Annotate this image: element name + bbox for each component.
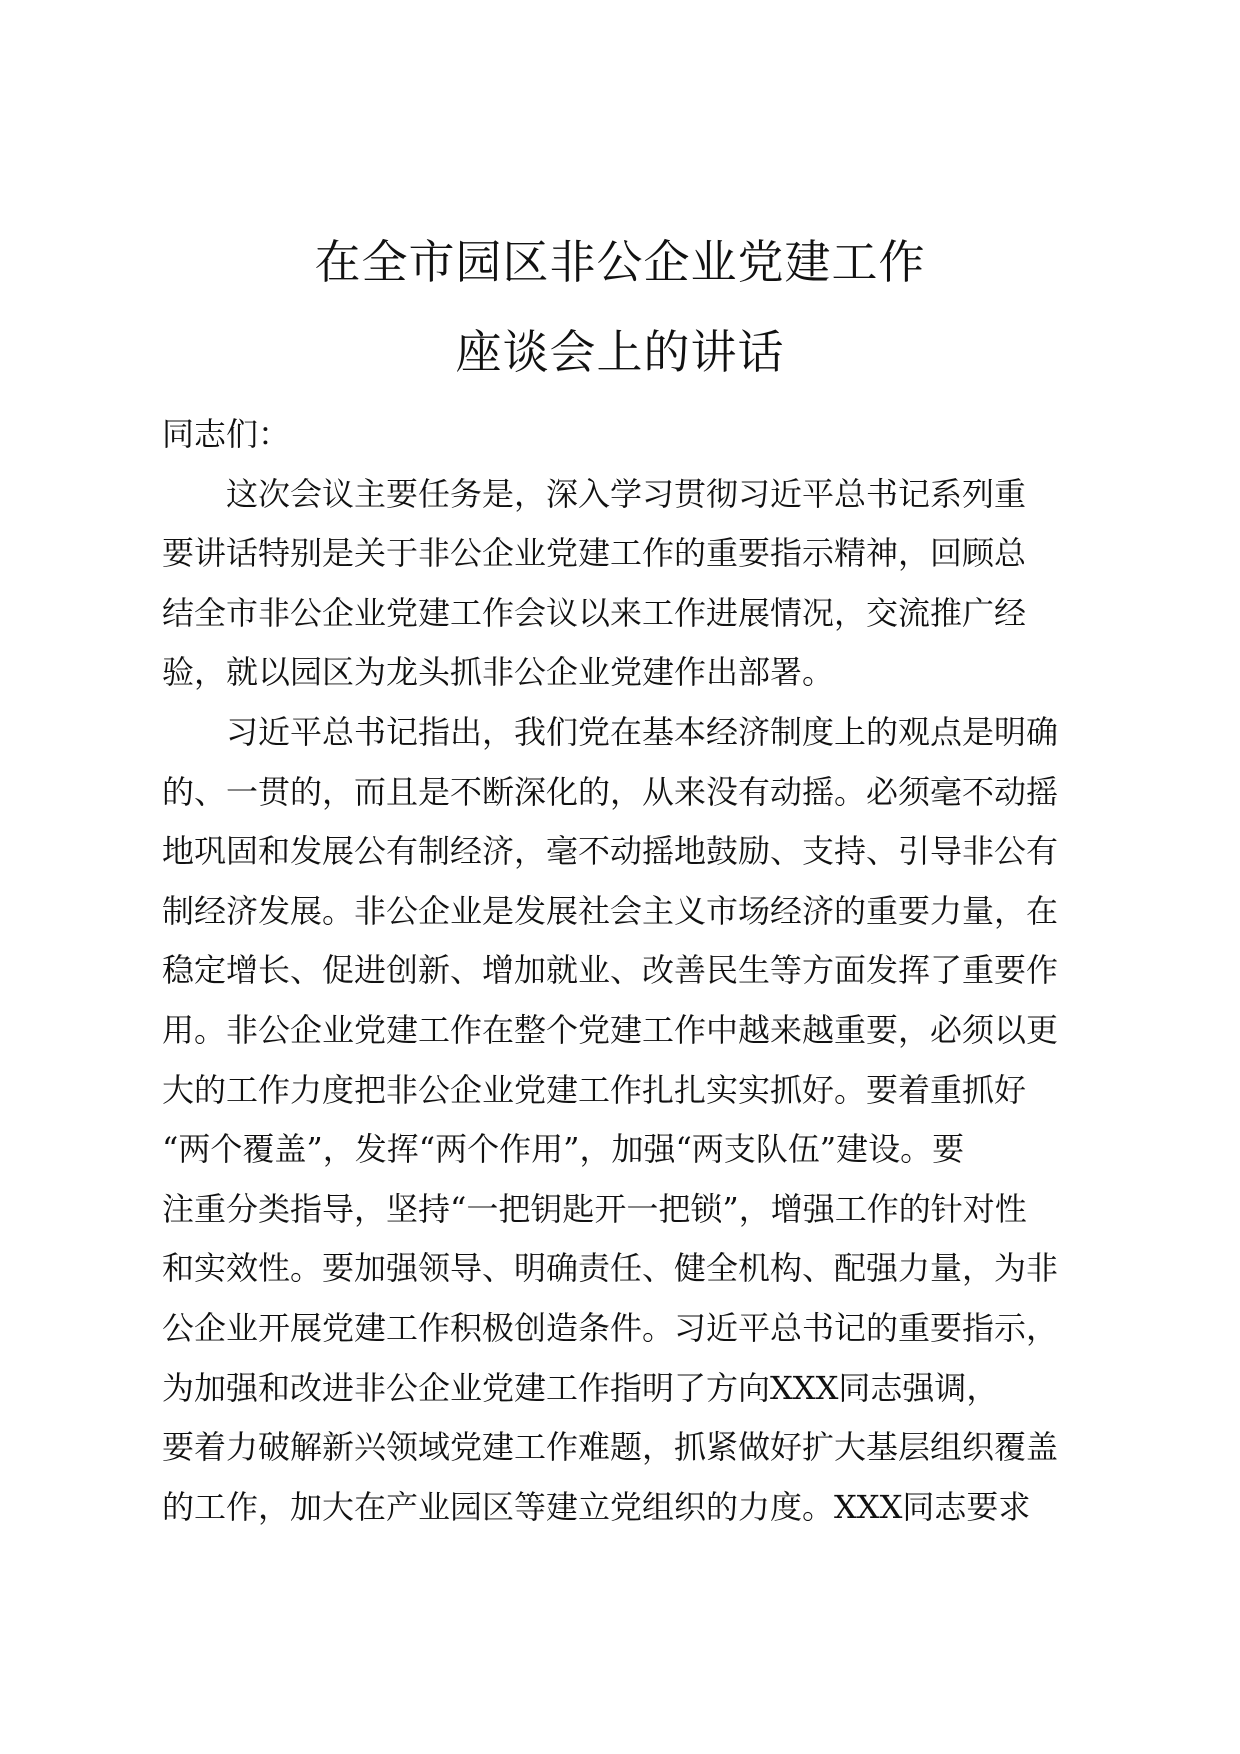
document-body — [162, 405, 1162, 1537]
body-line: 的工作，加大在产业园区等建立党组织的力度。XXX同志要求 — [162, 1487, 1031, 1526]
salutation: 同志们： — [162, 415, 291, 453]
body-line: 为加强和改进非公企业党建工作指明了方向XXX同志强调， — [162, 1368, 999, 1407]
body-line: 要讲话特别是关于非公企业党建工作的重要指示精神，回顾总 — [162, 534, 1027, 573]
body-line: 公企业开展党建工作积极创造条件。习近平总书记的重要指示， — [162, 1308, 1059, 1347]
body-line: 大的工作力度把非公企业党建工作扎扎实实抓好。要着重抓好 — [162, 1070, 1027, 1109]
body-line: 习近平总书记指出，我们党在基本经济制度上的观点是明确 — [162, 712, 1059, 751]
body-line: 注重分类指导，坚持“一把钥匙开一把锁”，增强工作的针对性 — [162, 1189, 1027, 1228]
body-line: 制经济发展。非公企业是发展社会主义市场经济的重要力量，在 — [162, 891, 1059, 930]
body-line: 地巩固和发展公有制经济，毫不动摇地鼓励、支持、引导非公有 — [162, 832, 1059, 871]
body-line: 这次会议主要任务是，深入学习贯彻习近平总书记系列重 — [162, 474, 1027, 513]
body-line: 的、一贯的，而且是不断深化的，从来没有动摇。必须毫不动摇 — [162, 772, 1059, 811]
body-line: 结全市非公企业党建工作会议以来工作进展情况，交流推广经 — [162, 593, 1027, 632]
document-title-line-1: 在全市园区非公企业党建工作 — [314, 235, 926, 289]
body-line: 和实效性。要加强领导、明确责任、健全机构、配强力量，为非 — [162, 1249, 1059, 1288]
body-line: “两个覆盖”，发挥“两个作用”，加强“两支队伍”建设。要 — [162, 1130, 965, 1169]
body-line: 要着力破解新兴领域党建工作难题，抓紧做好扩大基层组织覆盖 — [162, 1428, 1059, 1467]
document-title-line-2: 座谈会上的讲话 — [455, 325, 785, 379]
body-line: 用。非公企业党建工作在整个党建工作中越来越重要，必须以更 — [162, 1010, 1059, 1049]
body-line: 验，就以园区为龙头抓非公企业党建作出部署。 — [162, 653, 835, 692]
body-line: 稳定增长、促进创新、增加就业、改善民生等方面发挥了重要作 — [162, 951, 1059, 990]
